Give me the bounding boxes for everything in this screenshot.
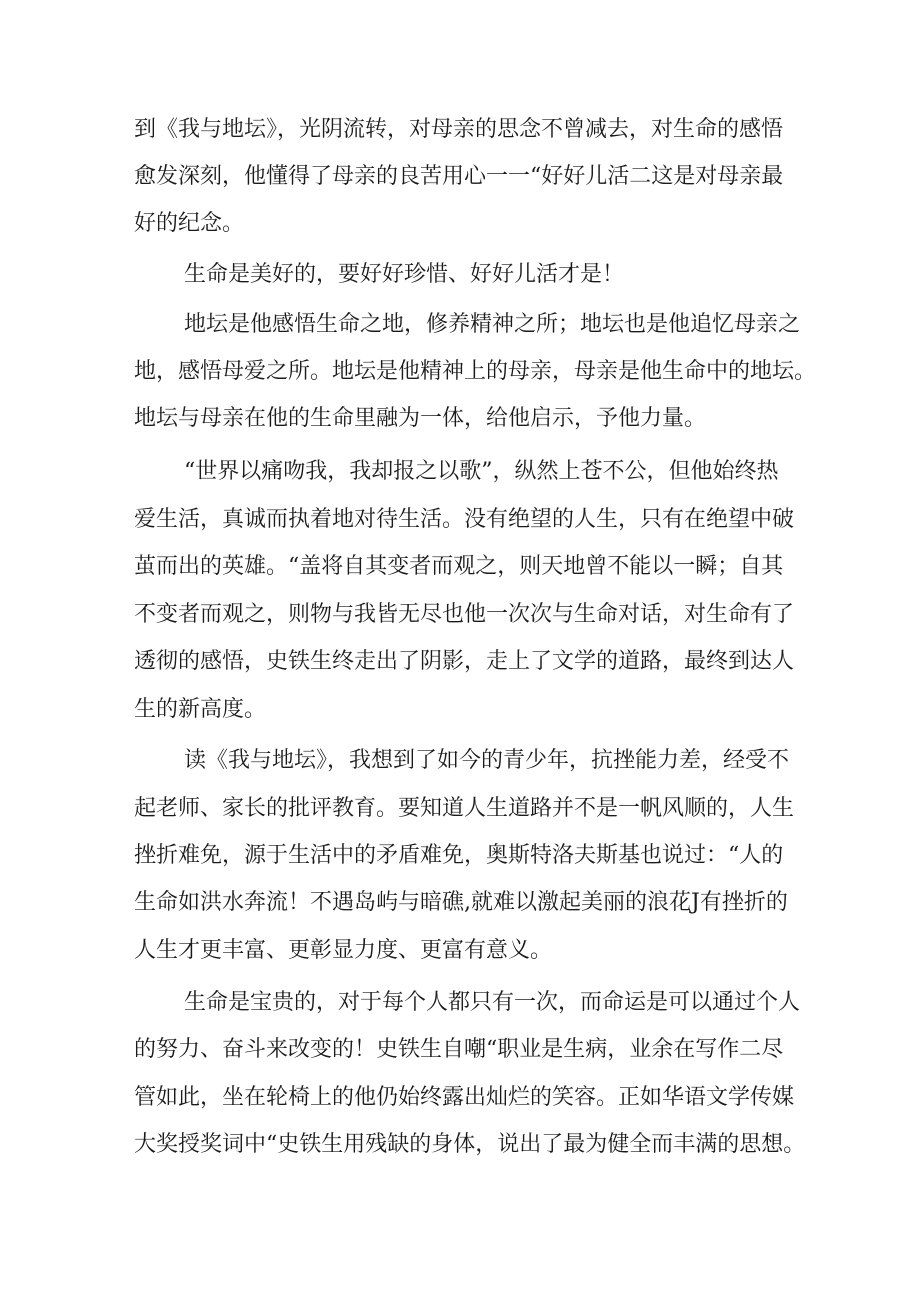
text-line: 地坛是他感悟生命之地，修养精神之所；地坛也是他追忆母亲之 — [184, 312, 801, 337]
text-line: 生命是宝贵的，对于每个人都只有一次，而命运是可以通过个人 — [184, 990, 801, 1015]
text-line: 起老师、家长的批评教育。要知道人生道路并不是一帆风顺的，人生 — [134, 796, 795, 821]
text-line: 生命是美好的，要好好珍惜、好好儿活才是！ — [184, 262, 625, 287]
text-line: 挫折难免，源于生活中的矛盾难免，奥斯特洛夫斯基也说过：“人的 — [134, 843, 784, 868]
text-line: 管如此，坐在轮椅上的他仍始终露出灿烂的笑容。正如华语文学传媒 — [134, 1085, 795, 1110]
text-line: 地坛与母亲在他的生命里融为一体，给他启示，予他力量。 — [134, 406, 707, 431]
text-line: 不变者而观之，则物与我皆无尽也他一次次与生命对话，对生命有了 — [134, 602, 795, 627]
text-line: 人生才更丰富、更彰显力度、更富有意义。 — [134, 938, 553, 963]
text-line: “世界以痛吻我，我却报之以歌”，纵然上苍不公，但他始终热 — [184, 459, 779, 484]
text-line: 到《我与地坛》，光阴流转，对母亲的思念不曾减去，对生命的感悟 — [134, 117, 784, 142]
text-line: 生的新高度。 — [134, 697, 267, 722]
text-line: 茧而出的英雄。“盖将自其变者而观之，则天地曾不能以一瞬；自其 — [134, 554, 784, 579]
text-line: 愈发深刻，他懂得了母亲的良苦用心一一“好好儿活二这是对母亲最 — [134, 164, 784, 189]
text-line: 透彻的感悟，史铁生终走出了阴影，走上了文学的道路，最终到达人 — [134, 649, 795, 674]
text-line: 生命如洪水奔流！不遇岛屿与暗礁,就难以激起美丽的浪花J有挫折的 — [134, 890, 788, 915]
text-line: 的努力、奋斗来改变的！史铁生自嘲“职业是生病，业余在写作二尽 — [134, 1037, 784, 1062]
text-line: 地，感悟母爱之所。地坛是他精神上的母亲，母亲是他生命中的地坛。 — [134, 359, 817, 384]
text-line: 大奖授奖词中“史铁生用残缺的身体，说出了最为健全而丰满的思想。 — [134, 1132, 806, 1157]
text-line: 读《我与地坛》，我想到了如今的青少年，抗挫能力差，经受不 — [184, 748, 790, 773]
text-line: 好的纪念。 — [134, 211, 245, 236]
text-line: 爱生活，真诚而执着地对待生活。没有绝望的人生，只有在绝望中破 — [134, 507, 795, 532]
